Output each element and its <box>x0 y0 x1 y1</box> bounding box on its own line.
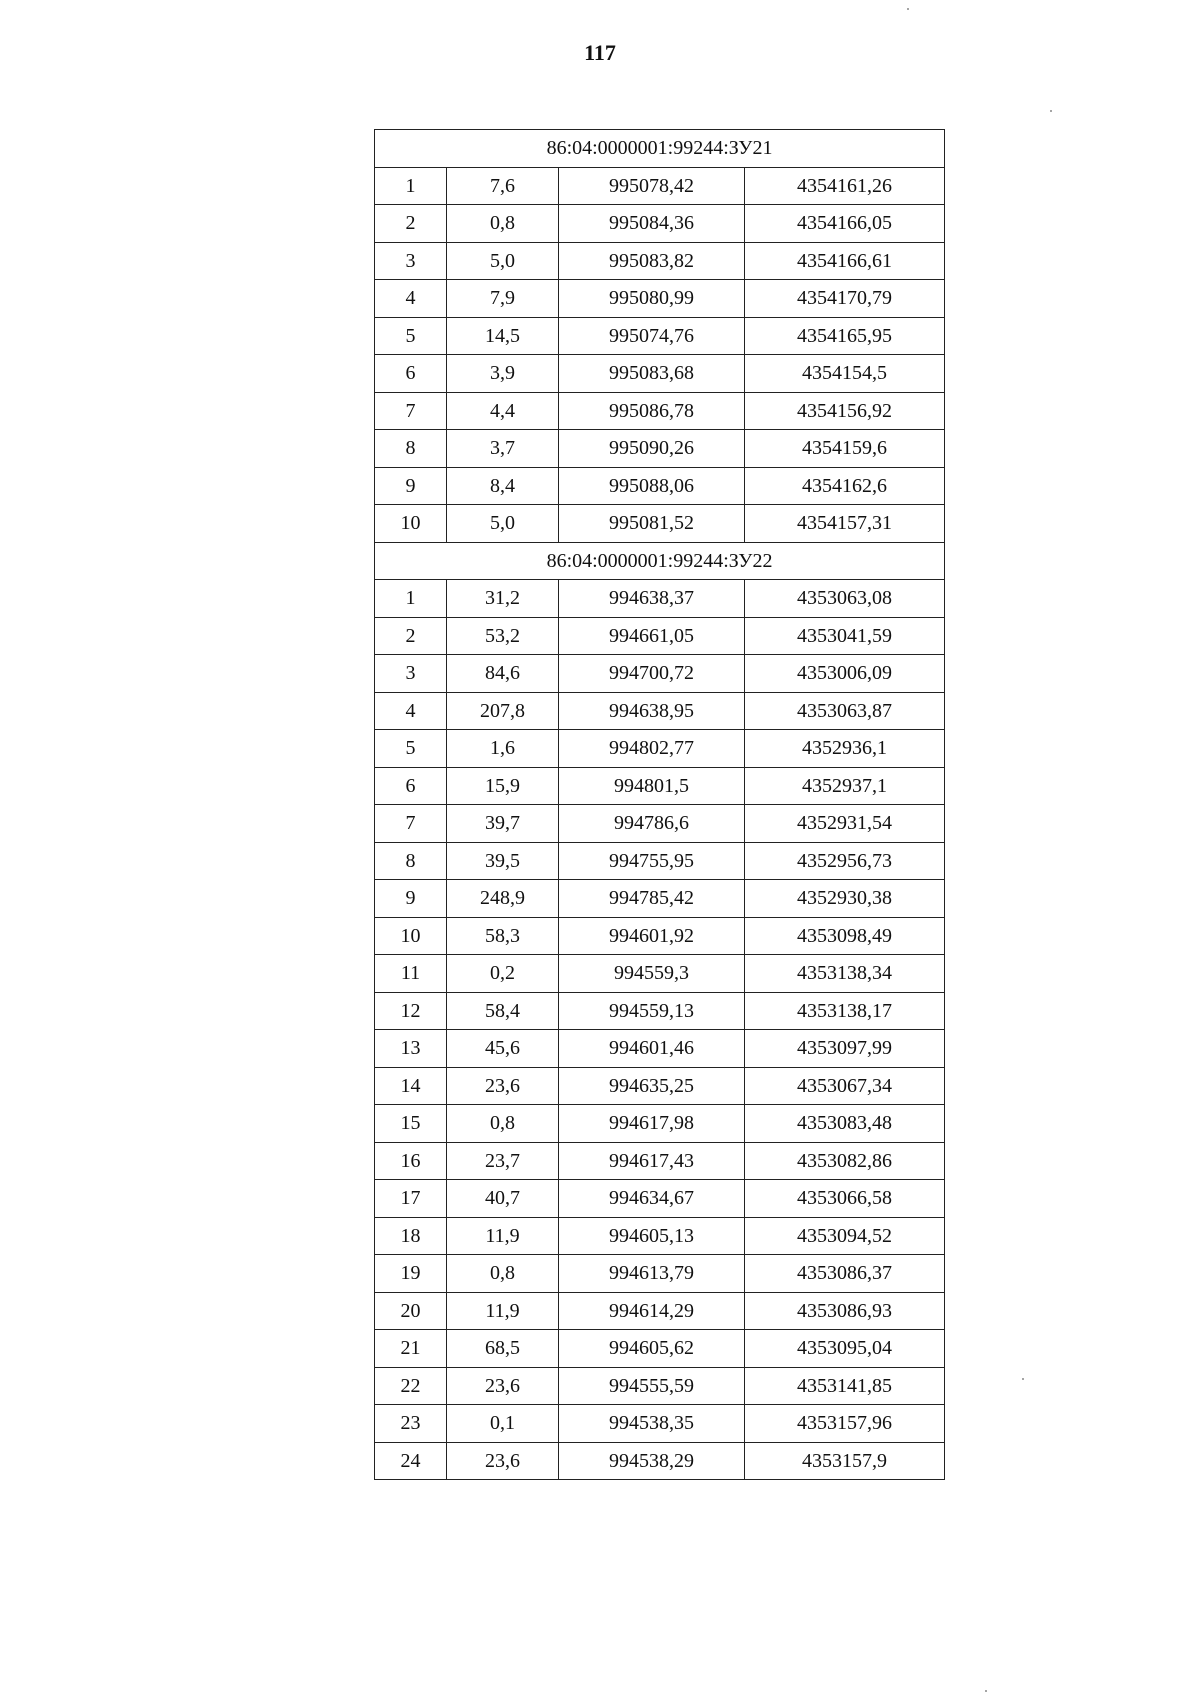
y-coordinate-cell: 4353041,59 <box>745 617 945 655</box>
distance-cell: 68,5 <box>447 1330 559 1368</box>
y-coordinate-cell: 4354170,79 <box>745 280 945 318</box>
distance-cell: 39,7 <box>447 805 559 843</box>
y-coordinate-cell: 4353086,93 <box>745 1292 945 1330</box>
point-number-cell: 2 <box>375 205 447 243</box>
distance-cell: 5,0 <box>447 242 559 280</box>
distance-cell: 58,4 <box>447 992 559 1030</box>
distance-cell: 15,9 <box>447 767 559 805</box>
table-row <box>375 1442 945 1480</box>
x-coordinate-cell: 994786,6 <box>559 805 745 843</box>
distance-cell: 23,6 <box>447 1367 559 1405</box>
point-number-cell: 4 <box>375 692 447 730</box>
y-coordinate-cell: 4353067,34 <box>745 1067 945 1105</box>
table-row <box>375 692 945 730</box>
distance-cell: 23,6 <box>447 1442 559 1480</box>
point-number-cell: 16 <box>375 1142 447 1180</box>
x-coordinate-cell: 994538,29 <box>559 1442 745 1480</box>
y-coordinate-cell: 4354166,05 <box>745 205 945 243</box>
table-row <box>375 955 945 993</box>
coordinates-table <box>374 129 945 1480</box>
table-row <box>375 317 945 355</box>
y-coordinate-cell: 4353063,08 <box>745 580 945 618</box>
section-title: 86:04:0000001:99244:ЗУ22 <box>375 542 945 580</box>
section-title: 86:04:0000001:99244:ЗУ21 <box>375 130 945 168</box>
point-number-cell: 10 <box>375 505 447 543</box>
point-number-cell: 4 <box>375 280 447 318</box>
y-coordinate-cell: 4353082,86 <box>745 1142 945 1180</box>
distance-cell: 248,9 <box>447 880 559 918</box>
y-coordinate-cell: 4354161,26 <box>745 167 945 205</box>
distance-cell: 0,2 <box>447 955 559 993</box>
point-number-cell: 9 <box>375 880 447 918</box>
y-coordinate-cell: 4354159,6 <box>745 430 945 468</box>
point-number-cell: 14 <box>375 1067 447 1105</box>
x-coordinate-cell: 994605,62 <box>559 1330 745 1368</box>
x-coordinate-cell: 994634,67 <box>559 1180 745 1218</box>
distance-cell: 0,1 <box>447 1405 559 1443</box>
point-number-cell: 6 <box>375 355 447 393</box>
x-coordinate-cell: 995080,99 <box>559 280 745 318</box>
scan-speck <box>985 1690 987 1692</box>
y-coordinate-cell: 4353086,37 <box>745 1255 945 1293</box>
table-row <box>375 842 945 880</box>
y-coordinate-cell: 4353083,48 <box>745 1105 945 1143</box>
point-number-cell: 8 <box>375 430 447 468</box>
y-coordinate-cell: 4352937,1 <box>745 767 945 805</box>
distance-cell: 7,9 <box>447 280 559 318</box>
point-number-cell: 3 <box>375 655 447 693</box>
x-coordinate-cell: 995083,82 <box>559 242 745 280</box>
distance-cell: 11,9 <box>447 1217 559 1255</box>
distance-cell: 0,8 <box>447 1105 559 1143</box>
y-coordinate-cell: 4354157,31 <box>745 505 945 543</box>
x-coordinate-cell: 994638,37 <box>559 580 745 618</box>
table-row <box>375 1405 945 1443</box>
x-coordinate-cell: 994601,92 <box>559 917 745 955</box>
page-number: 117 <box>584 40 616 65</box>
x-coordinate-cell: 994555,59 <box>559 1367 745 1405</box>
point-number-cell: 10 <box>375 917 447 955</box>
distance-cell: 23,7 <box>447 1142 559 1180</box>
point-number-cell: 24 <box>375 1442 447 1480</box>
distance-cell: 3,9 <box>447 355 559 393</box>
distance-cell: 0,8 <box>447 1255 559 1293</box>
point-number-cell: 7 <box>375 805 447 843</box>
point-number-cell: 19 <box>375 1255 447 1293</box>
point-number-cell: 17 <box>375 1180 447 1218</box>
y-coordinate-cell: 4353138,34 <box>745 955 945 993</box>
x-coordinate-cell: 994614,29 <box>559 1292 745 1330</box>
y-coordinate-cell: 4353094,52 <box>745 1217 945 1255</box>
table-row <box>375 1180 945 1218</box>
x-coordinate-cell: 995083,68 <box>559 355 745 393</box>
section-header-row <box>375 542 945 580</box>
distance-cell: 31,2 <box>447 580 559 618</box>
distance-cell: 23,6 <box>447 1067 559 1105</box>
distance-cell: 58,3 <box>447 917 559 955</box>
point-number-cell: 5 <box>375 730 447 768</box>
y-coordinate-cell: 4352956,73 <box>745 842 945 880</box>
distance-cell: 5,0 <box>447 505 559 543</box>
x-coordinate-cell: 994661,05 <box>559 617 745 655</box>
y-coordinate-cell: 4353141,85 <box>745 1367 945 1405</box>
table-row <box>375 1030 945 1068</box>
distance-cell: 207,8 <box>447 692 559 730</box>
x-coordinate-cell: 994801,5 <box>559 767 745 805</box>
point-number-cell: 21 <box>375 1330 447 1368</box>
y-coordinate-cell: 4354156,92 <box>745 392 945 430</box>
scan-speck <box>907 8 909 10</box>
point-number-cell: 6 <box>375 767 447 805</box>
table-row <box>375 505 945 543</box>
point-number-cell: 22 <box>375 1367 447 1405</box>
y-coordinate-cell: 4352930,38 <box>745 880 945 918</box>
x-coordinate-cell: 994755,95 <box>559 842 745 880</box>
x-coordinate-cell: 994638,95 <box>559 692 745 730</box>
x-coordinate-cell: 994613,79 <box>559 1255 745 1293</box>
x-coordinate-cell: 994559,13 <box>559 992 745 1030</box>
y-coordinate-cell: 4354166,61 <box>745 242 945 280</box>
distance-cell: 3,7 <box>447 430 559 468</box>
y-coordinate-cell: 4353157,9 <box>745 1442 945 1480</box>
y-coordinate-cell: 4352936,1 <box>745 730 945 768</box>
x-coordinate-cell: 995090,26 <box>559 430 745 468</box>
distance-cell: 53,2 <box>447 617 559 655</box>
table-row <box>375 205 945 243</box>
y-coordinate-cell: 4353095,04 <box>745 1330 945 1368</box>
x-coordinate-cell: 995074,76 <box>559 317 745 355</box>
y-coordinate-cell: 4353006,09 <box>745 655 945 693</box>
table-row <box>375 467 945 505</box>
distance-cell: 84,6 <box>447 655 559 693</box>
x-coordinate-cell: 995084,36 <box>559 205 745 243</box>
table-row <box>375 1330 945 1368</box>
x-coordinate-cell: 995088,06 <box>559 467 745 505</box>
y-coordinate-cell: 4353066,58 <box>745 1180 945 1218</box>
y-coordinate-cell: 4354162,6 <box>745 467 945 505</box>
point-number-cell: 9 <box>375 467 447 505</box>
point-number-cell: 18 <box>375 1217 447 1255</box>
x-coordinate-cell: 995086,78 <box>559 392 745 430</box>
table-row <box>375 730 945 768</box>
y-coordinate-cell: 4353063,87 <box>745 692 945 730</box>
table-row <box>375 917 945 955</box>
y-coordinate-cell: 4353098,49 <box>745 917 945 955</box>
table-row <box>375 1142 945 1180</box>
y-coordinate-cell: 4354165,95 <box>745 317 945 355</box>
table-row <box>375 992 945 1030</box>
scan-speck <box>1050 110 1052 112</box>
point-number-cell: 7 <box>375 392 447 430</box>
table-row <box>375 655 945 693</box>
x-coordinate-cell: 994559,3 <box>559 955 745 993</box>
distance-cell: 45,6 <box>447 1030 559 1068</box>
distance-cell: 40,7 <box>447 1180 559 1218</box>
point-number-cell: 1 <box>375 580 447 618</box>
table-row <box>375 1217 945 1255</box>
table-row <box>375 242 945 280</box>
x-coordinate-cell: 994617,98 <box>559 1105 745 1143</box>
table-row <box>375 430 945 468</box>
point-number-cell: 8 <box>375 842 447 880</box>
point-number-cell: 13 <box>375 1030 447 1068</box>
table-row <box>375 280 945 318</box>
table-row <box>375 580 945 618</box>
x-coordinate-cell: 995081,52 <box>559 505 745 543</box>
x-coordinate-cell: 994605,13 <box>559 1217 745 1255</box>
distance-cell: 8,4 <box>447 467 559 505</box>
x-coordinate-cell: 994802,77 <box>559 730 745 768</box>
distance-cell: 11,9 <box>447 1292 559 1330</box>
distance-cell: 4,4 <box>447 392 559 430</box>
distance-cell: 0,8 <box>447 205 559 243</box>
table-row <box>375 1255 945 1293</box>
distance-cell: 1,6 <box>447 730 559 768</box>
point-number-cell: 11 <box>375 955 447 993</box>
point-number-cell: 20 <box>375 1292 447 1330</box>
x-coordinate-cell: 994538,35 <box>559 1405 745 1443</box>
x-coordinate-cell: 994785,42 <box>559 880 745 918</box>
x-coordinate-cell: 994700,72 <box>559 655 745 693</box>
section-header-row <box>375 130 945 168</box>
x-coordinate-cell: 994601,46 <box>559 1030 745 1068</box>
point-number-cell: 1 <box>375 167 447 205</box>
point-number-cell: 12 <box>375 992 447 1030</box>
x-coordinate-cell: 994635,25 <box>559 1067 745 1105</box>
table-row <box>375 1367 945 1405</box>
y-coordinate-cell: 4353097,99 <box>745 1030 945 1068</box>
distance-cell: 7,6 <box>447 167 559 205</box>
distance-cell: 39,5 <box>447 842 559 880</box>
table-row <box>375 617 945 655</box>
y-coordinate-cell: 4352931,54 <box>745 805 945 843</box>
point-number-cell: 3 <box>375 242 447 280</box>
x-coordinate-cell: 995078,42 <box>559 167 745 205</box>
table-row <box>375 1067 945 1105</box>
point-number-cell: 5 <box>375 317 447 355</box>
table-row <box>375 1292 945 1330</box>
table-row <box>375 805 945 843</box>
distance-cell: 14,5 <box>447 317 559 355</box>
y-coordinate-cell: 4353157,96 <box>745 1405 945 1443</box>
y-coordinate-cell: 4353138,17 <box>745 992 945 1030</box>
point-number-cell: 2 <box>375 617 447 655</box>
y-coordinate-cell: 4354154,5 <box>745 355 945 393</box>
x-coordinate-cell: 994617,43 <box>559 1142 745 1180</box>
table-row <box>375 880 945 918</box>
table-row <box>375 767 945 805</box>
point-number-cell: 23 <box>375 1405 447 1443</box>
table-row <box>375 392 945 430</box>
table-row <box>375 167 945 205</box>
table-row <box>375 1105 945 1143</box>
point-number-cell: 15 <box>375 1105 447 1143</box>
scan-speck <box>1022 1378 1024 1380</box>
table-row <box>375 355 945 393</box>
